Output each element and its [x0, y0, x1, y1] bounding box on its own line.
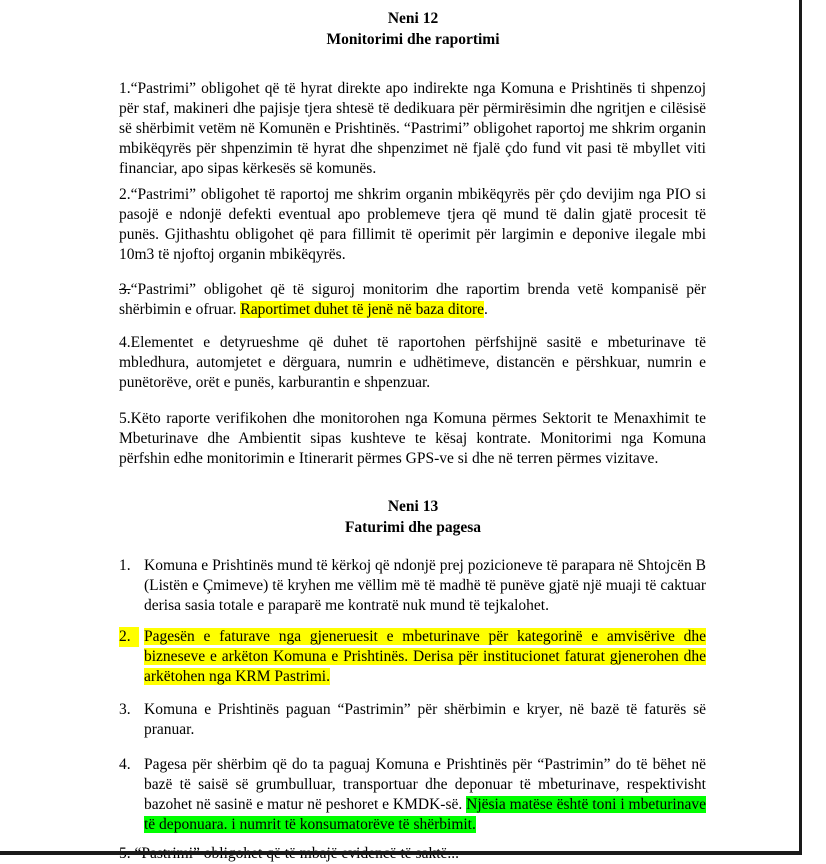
item-text: “Pastrimi” obligohet që të hyrat direkte apo indirekte nga Komuna e Prishtinës ti shpenzoj për staf, makineri dhe pajisje tjera shtesë të dedikuara për përmirësimin dhe ngritjen e cilësisë së shërbimit vetëm në Komunën e Prishtinës. “Pastrimi” obligohet raportoj me shkrim organin mbikëqyrës për shpenzimin të hyrat dhe shpenzimet në fjalë çdo fund vit pasi të mbyllet viti financiar, apo sipas kërkesës së komunës. — [119, 80, 706, 177]
item-number: 4. — [119, 334, 131, 351]
highlighted-text: Njësia matëse është toni i mbeturinave të deponuara. i numrit të konsumatorëve të shërbimit. — [144, 796, 706, 833]
article-13-title: Faturimi dhe pagesa — [344, 519, 482, 536]
item-text: Këto raporte verifikohen dhe monitorohen nga Komuna përmes Sektorit te Menaxhimit te Mbeturinave dhe Ambientit sipas kushteve te kësaj kontrate. Monitorimi nga Komuna përfshin edhe monitorimin e Itinerarit përmes GPS-ve si dhe në terren përmes vizitave. — [119, 410, 706, 467]
item-number: 1. — [119, 557, 131, 574]
article-12-item-5 — [119, 409, 706, 469]
article-13-number: Neni 13 — [387, 498, 439, 515]
item-number: 2. — [119, 186, 131, 203]
item-number: 3. — [119, 281, 131, 298]
article-12-item-1 — [119, 79, 706, 179]
item-text: Elementet e detyrueshme që duhet të raportohen përfshijnë sasitë e mbeturinave të mbledhura, automjetet e dërguara, numrin e udhëtimeve, distancën e përshkuar, numrin e punëtorëve, orët e punës, karburantin e shpenzuar. — [119, 334, 706, 391]
highlighted-text: Pagesën e faturave nga gjeneruesit e mbeturinave për kategorinë e amvisërive dhe bizneseve e arkëton Komuna e Prishtinës. Derisa për institucionet faturat gjenerohen dhe arkëtohen nga KRM Pastrimi. — [144, 628, 706, 685]
article-12-item-4 — [119, 333, 706, 393]
article-12-number: Neni 12 — [387, 10, 439, 27]
item-number: 5. — [119, 410, 131, 427]
item-number: 4. — [119, 756, 131, 773]
item-number: 1. — [119, 80, 131, 97]
item-number: 3. — [119, 701, 131, 718]
article-12-item-3: 3.“Pastrimi” obligohet që të siguroj monitorim dhe raportim brenda vetë kompanisë për shërbimin e ofruar. Raportimet duhet të jenë në baza ditore. — [119, 281, 706, 318]
item-text: “Pastrimi” obligohet që të siguroj monitorim dhe raportim brenda vetë kompanisë për shërbimin e ofruar. — [119, 281, 706, 318]
highlighted-text: Raportimet duhet të jenë në baza ditore — [240, 301, 484, 318]
item-text: “Pastrimi” obligohet të raportoj me shkrim organin mbikëqyrës për çdo devijim nga PIO si pasojë e ndonjë defekti eventual apo problemeve tjera që mund të dalin gjatë procesit të punës. Gjithashtu obligohet që para fillimit të operimit për largimin e deponive ilegale mbi 10m3 të njoftoj organin mbikëqyrës. — [119, 186, 706, 263]
window-border-bottom — [0, 851, 802, 855]
article-12-title: Monitorimi dhe raportimi — [326, 31, 500, 48]
item-text: Komuna e Prishtinës mund të kërkoj që ndonjë prej pozicioneve të parapara në Shtojcën B (Listën e Çmimeve) të kryhen me vëllim më të madhë të punëve gjatë një muaji të caktuar derisa sasia totale e paraparë me kontratë nuk mund të tejkalohet. — [144, 557, 706, 614]
article-12-item-2 — [119, 185, 706, 265]
item-number: 2. — [119, 627, 139, 647]
window-border-right — [799, 0, 802, 855]
item-text: Pagesa për shërbim që do ta paguaj Komuna e Prishtinës për “Pastrimin” do të bëhet në bazë të saisë së grumbulluar, transportuar dhe deponuar të mbeturinave, respektivisht bazohet në sasinë e matur në peshoret e KMDK-së. — [144, 756, 706, 813]
item-text: Komuna e Prishtinës paguan “Pastrimin” për shërbimin e kryer, në bazë të faturës së pranuar. — [144, 701, 706, 738]
